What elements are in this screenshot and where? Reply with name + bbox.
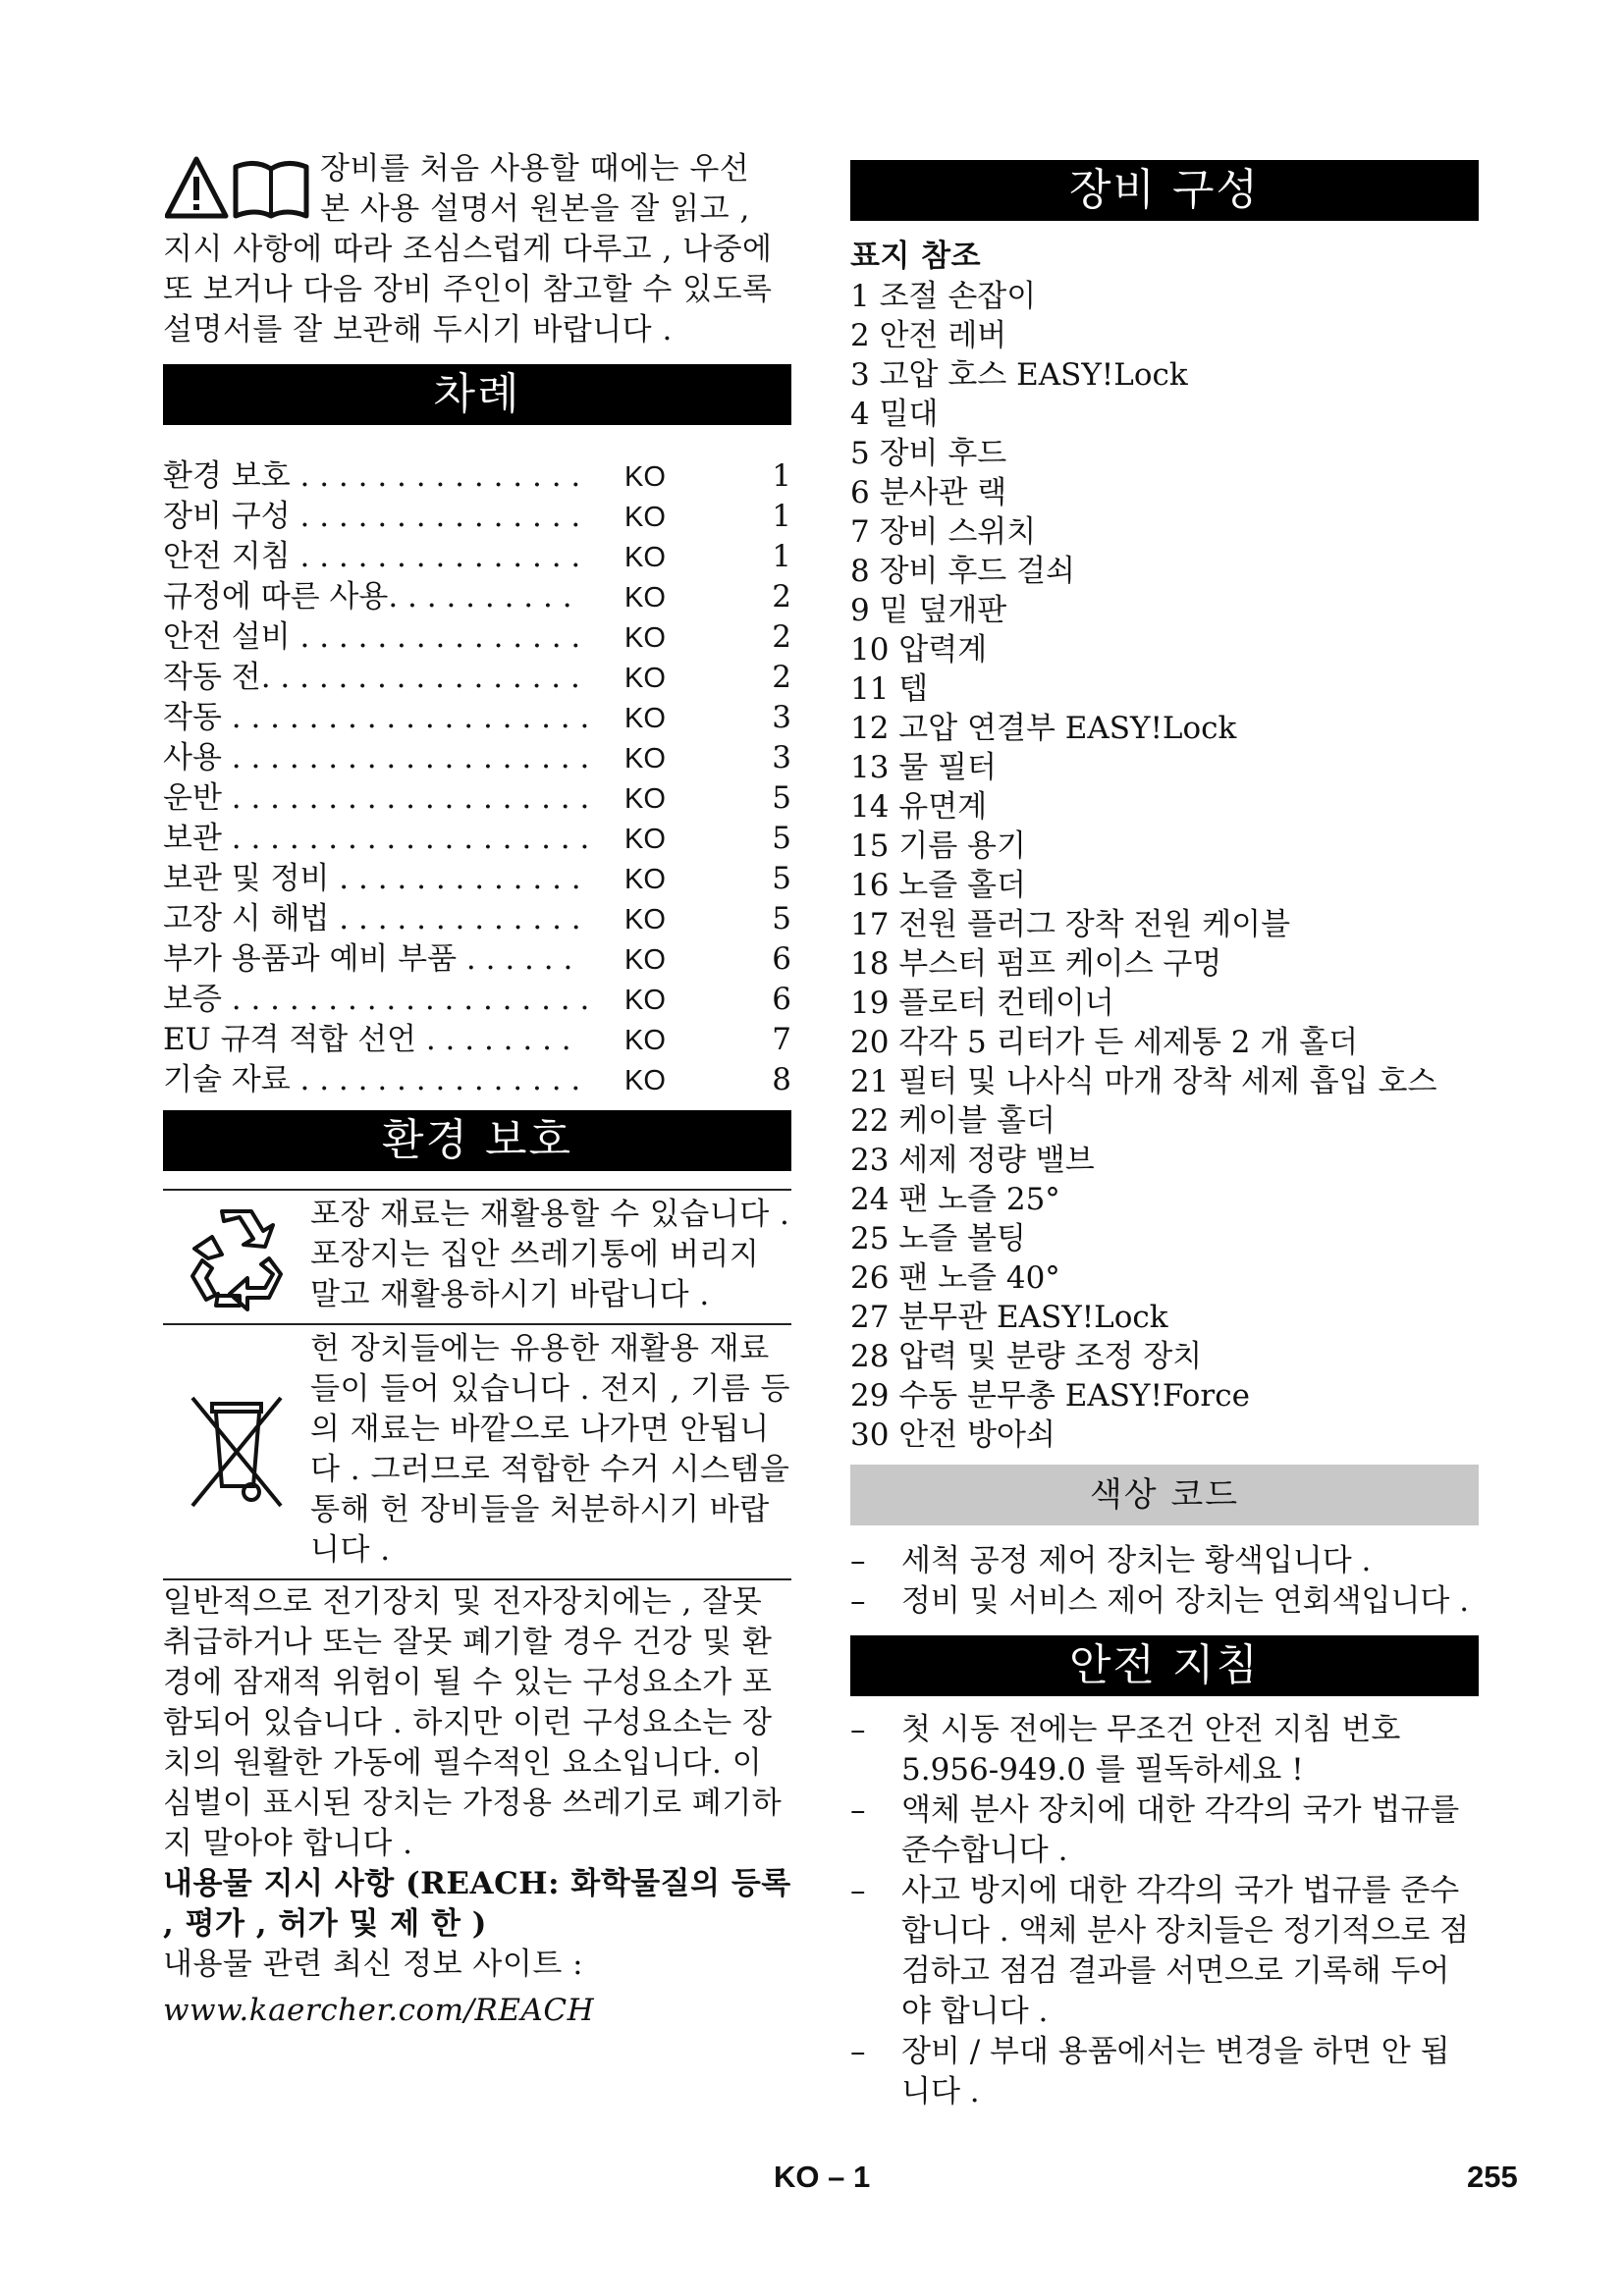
intro-text: 지시 사항에 따라 조심스럽게 다루고 , 나중에 또 보거나 다음 장비 주인이 참고할 수 있도록 설명서를 잘 보관해 두시기 바랍니다 . (163, 232, 773, 347)
toc-title: 안전 설비 . . . . . . . . . . . . . . . (163, 619, 581, 655)
reach-link[interactable]: www.kaercher.com/REACH (163, 1993, 595, 2028)
toc-language: KO (624, 461, 666, 493)
dash-bullet: – (850, 1873, 866, 1908)
component-item: 30 안전 방아쇠 (850, 1417, 1056, 1453)
environment-heading: 환경 보호 (163, 1110, 791, 1171)
toc-page: 5 (772, 901, 791, 936)
toc-title: 운반 . . . . . . . . . . . . . . . . . . . (163, 780, 590, 816)
component-item: 20 각각 5 리터가 든 세제통 2 개 홀더 (850, 1025, 1359, 1060)
component-item: 2 안전 레버 (850, 318, 1007, 353)
toc-row[interactable] (163, 819, 791, 859)
component-item: 12 고압 연결부 EASY!Lock (850, 711, 1237, 746)
safety-heading: 안전 지침 (850, 1635, 1479, 1696)
toc-language: KO (624, 703, 666, 734)
component-item: 24 팬 노즐 25° (850, 1182, 1060, 1217)
toc-title: 보관 . . . . . . . . . . . . . . . . . . . (163, 821, 590, 856)
toc-page: 2 (772, 579, 791, 614)
intro-line-1: 장비를 처음 사용할 때에는 우선 (320, 151, 750, 187)
toc-page: 5 (772, 821, 791, 856)
safety-text: 첫 시동 전에는 무조건 안전 지침 번호 5.956-949.0 를 필독하세요 ! (901, 1712, 1401, 1788)
color_code-text: 세척 공정 제어 장치는 황색입니다 . (901, 1543, 1372, 1578)
toc-row[interactable] (163, 658, 791, 698)
toc-language: KO (624, 864, 666, 895)
toc-page: 7 (772, 1022, 791, 1057)
dash-bullet: – (850, 2034, 866, 2069)
component-item: 19 플로터 컨테이너 (850, 986, 1114, 1021)
component-item: 26 팬 노즐 40° (850, 1260, 1060, 1296)
component-item: 28 압력 및 분량 조정 장치 (850, 1339, 1203, 1374)
toc-title: 안전 지침 . . . . . . . . . . . . . . . (163, 539, 581, 574)
safety-item (850, 1790, 1479, 1871)
left-column (163, 149, 791, 2031)
toc-page: 6 (772, 941, 791, 977)
safety-text: 사고 방지에 대한 각각의 국가 법규를 준수합니다 . 액체 분사 장치들은 정기적으로 점검하고 점검 결과를 서면으로 기록해 두어야 합니다 . (901, 1873, 1470, 2029)
safety-item (850, 2032, 1479, 2112)
toc-row[interactable] (163, 537, 791, 577)
disposal-block (163, 1323, 791, 1578)
safety-text: 장비 / 부대 용품에서는 변경을 하면 안 됩니다 . (901, 2034, 1450, 2109)
safety-item (850, 1710, 1479, 1790)
toc-title: EU 규격 적합 선언 . . . . . . . . (163, 1022, 571, 1057)
component-item: 13 물 필터 (850, 750, 997, 785)
component-item: 14 유면계 (850, 789, 988, 825)
toc-language: KO (624, 542, 666, 573)
toc-title: 보관 및 정비 . . . . . . . . . . . . . (163, 861, 581, 896)
recycling-block (163, 1189, 791, 1323)
toc-page: 2 (772, 660, 791, 695)
toc-title: 기술 자료 . . . . . . . . . . . . . . . (163, 1062, 581, 1097)
component-item: 1 조절 손잡이 (850, 279, 1037, 314)
toc-page: 2 (772, 619, 791, 655)
toc-language: KO (624, 824, 666, 855)
component-item: 6 분사관 랙 (850, 475, 1007, 510)
toc-title: 사용 . . . . . . . . . . . . . . . . . . . (163, 740, 590, 775)
toc-title: 장비 구성 . . . . . . . . . . . . . . . (163, 499, 581, 534)
toc-page: 1 (772, 458, 791, 494)
toc-row[interactable] (163, 698, 791, 738)
toc-page: 8 (772, 1062, 791, 1097)
toc-page: 3 (772, 740, 791, 775)
dash-bullet: – (850, 1792, 866, 1828)
toc-language: KO (624, 1025, 666, 1056)
component-item: 21 필터 및 나사식 마개 장착 세제 흡입 호스 (850, 1064, 1437, 1099)
table-of-contents (163, 456, 791, 1100)
toc-page: 3 (772, 700, 791, 735)
toc-page: 1 (772, 499, 791, 534)
intro-line-2: 본 사용 설명서 원본을 잘 읽고 , (320, 191, 750, 227)
component-item: 29 수동 분무총 EASY!Force (850, 1378, 1250, 1414)
component-item: 4 밀대 (850, 397, 939, 432)
component-item: 10 압력계 (850, 632, 988, 667)
component-item: 3 고압 호스 EASY!Lock (850, 357, 1188, 393)
toc-language: KO (624, 783, 666, 815)
dash-bullet: – (850, 1583, 866, 1619)
component-item: 23 세제 정량 밸브 (850, 1143, 1095, 1178)
color-code-list (850, 1541, 1479, 1622)
safety-text: 액체 분사 장치에 대한 각각의 국가 법규를 준수합니다 . (901, 1792, 1460, 1868)
toc-language: KO (624, 944, 666, 976)
component-item: 5 장비 후드 (850, 436, 1007, 471)
safety-item (850, 1871, 1479, 2032)
color_code-item (850, 1541, 1479, 1581)
toc-heading: 차례 (163, 364, 791, 425)
recycle-icon (163, 1191, 310, 1323)
toc-language: KO (624, 663, 666, 694)
toc-title: 부가 용품과 예비 부품 . . . . . . (163, 941, 573, 977)
toc-language: KO (624, 582, 666, 614)
color_code-item (850, 1581, 1479, 1622)
toc-row[interactable] (163, 1060, 791, 1100)
warning-read-manual-icon (165, 155, 312, 224)
component-item: 22 케이블 홀더 (850, 1103, 1056, 1139)
toc-row[interactable] (163, 778, 791, 819)
toc-language: KO (624, 904, 666, 935)
component-item: 11 텝 (850, 671, 929, 707)
component-item: 18 부스터 펌프 케이스 구멍 (850, 946, 1222, 982)
toc-row[interactable] (163, 617, 791, 658)
recycling-text: 포장 재료는 재활용할 수 있습니다 . 포장지는 집안 쓰레기통에 버리지 말고 재활용하시기 바랍니다 . (310, 1197, 790, 1312)
disposal-text: 헌 장치들에는 유용한 재활용 재료들이 들어 있습니다 . 전지 , 기름 등의 재료는 바깥으로 나가면 안됩니다 . 그러므로 적합한 수거 시스템을 통해 헌 장비들을 처분하시기 바랍니다 . (310, 1331, 790, 1568)
toc-row[interactable] (163, 456, 791, 497)
page-number: 255 (1467, 2160, 1518, 2194)
right-column (850, 160, 1479, 2112)
component-item: 17 전원 플러그 장착 전원 케이블 (850, 907, 1291, 942)
legend-title: 표지 참조 (850, 239, 982, 274)
toc-page: 1 (772, 539, 791, 574)
intro-block (163, 149, 791, 350)
toc-title: 보증 . . . . . . . . . . . . . . . . . . . (163, 982, 590, 1017)
component-item: 25 노즐 볼팅 (850, 1221, 1026, 1256)
toc-language: KO (624, 502, 666, 533)
component-item: 9 밑 덮개판 (850, 593, 1007, 628)
toc-title: 고장 시 해법 . . . . . . . . . . . . . (163, 901, 581, 936)
color_code-text: 정비 및 서비스 제어 장치는 연회색입니다 . (901, 1583, 1470, 1619)
toc-language: KO (624, 622, 666, 654)
toc-title: 규정에 따른 사용. . . . . . . . . . (163, 579, 572, 614)
toc-row[interactable] (163, 1020, 791, 1060)
toc-language: KO (624, 743, 666, 774)
toc-page: 5 (772, 780, 791, 816)
toc-row[interactable] (163, 899, 791, 939)
component-item: 7 장비 스위치 (850, 514, 1037, 550)
component-item: 15 기름 용기 (850, 828, 1026, 864)
reach-text: 내용물 관련 최신 정보 사이트 : (163, 1947, 584, 1982)
toc-title: 작동 . . . . . . . . . . . . . . . . . . . (163, 700, 590, 735)
toc-language: KO (624, 1065, 666, 1096)
toc-row[interactable] (163, 738, 791, 778)
component-item: 8 장비 후드 걸쇠 (850, 554, 1075, 589)
toc-page: 6 (772, 982, 791, 1017)
toc-title: 환경 보호 . . . . . . . . . . . . . . . (163, 458, 581, 494)
components-heading: 장비 구성 (850, 160, 1479, 221)
safety-list (850, 1710, 1479, 2112)
general-block (163, 1578, 791, 2031)
toc-language: KO (624, 985, 666, 1016)
toc-title: 작동 전. . . . . . . . . . . . . . . . . (163, 660, 580, 695)
toc-row[interactable] (163, 859, 791, 899)
crossed-out-bin-icon (163, 1325, 310, 1578)
reach-title: 내용물 지시 사항 (REACH: 화학물질의 등록 , 평가 , 허가 및 제 한 ) (163, 1866, 791, 1942)
toc-row[interactable] (163, 980, 791, 1020)
page-code: KO – 1 (774, 2160, 871, 2194)
general-text: 일반적으로 전기장치 및 전자장치에는 , 잘못 취급하거나 또는 잘못 폐기할 경우 건강 및 환경에 잠재적 위험이 될 수 있는 구성요소가 포함되어 있습니다 . 하지만 이런 구성요소는 장치의 원활한 가동에 필수적인 요소입니다. 이 심벌이 표시된 장치는 가정용 쓰레기로 폐기하지 말아야 합니다 . (163, 1584, 783, 1861)
toc-row[interactable] (163, 939, 791, 980)
toc-row[interactable] (163, 497, 791, 537)
color-code-heading: 색상 코드 (850, 1465, 1479, 1525)
component-list (850, 277, 1479, 1455)
toc-row[interactable] (163, 577, 791, 617)
component-item: 16 노즐 홀더 (850, 868, 1026, 903)
toc-page: 5 (772, 861, 791, 896)
dash-bullet: – (850, 1712, 866, 1747)
component-item: 27 분무관 EASY!Lock (850, 1300, 1168, 1335)
dash-bullet: – (850, 1543, 866, 1578)
